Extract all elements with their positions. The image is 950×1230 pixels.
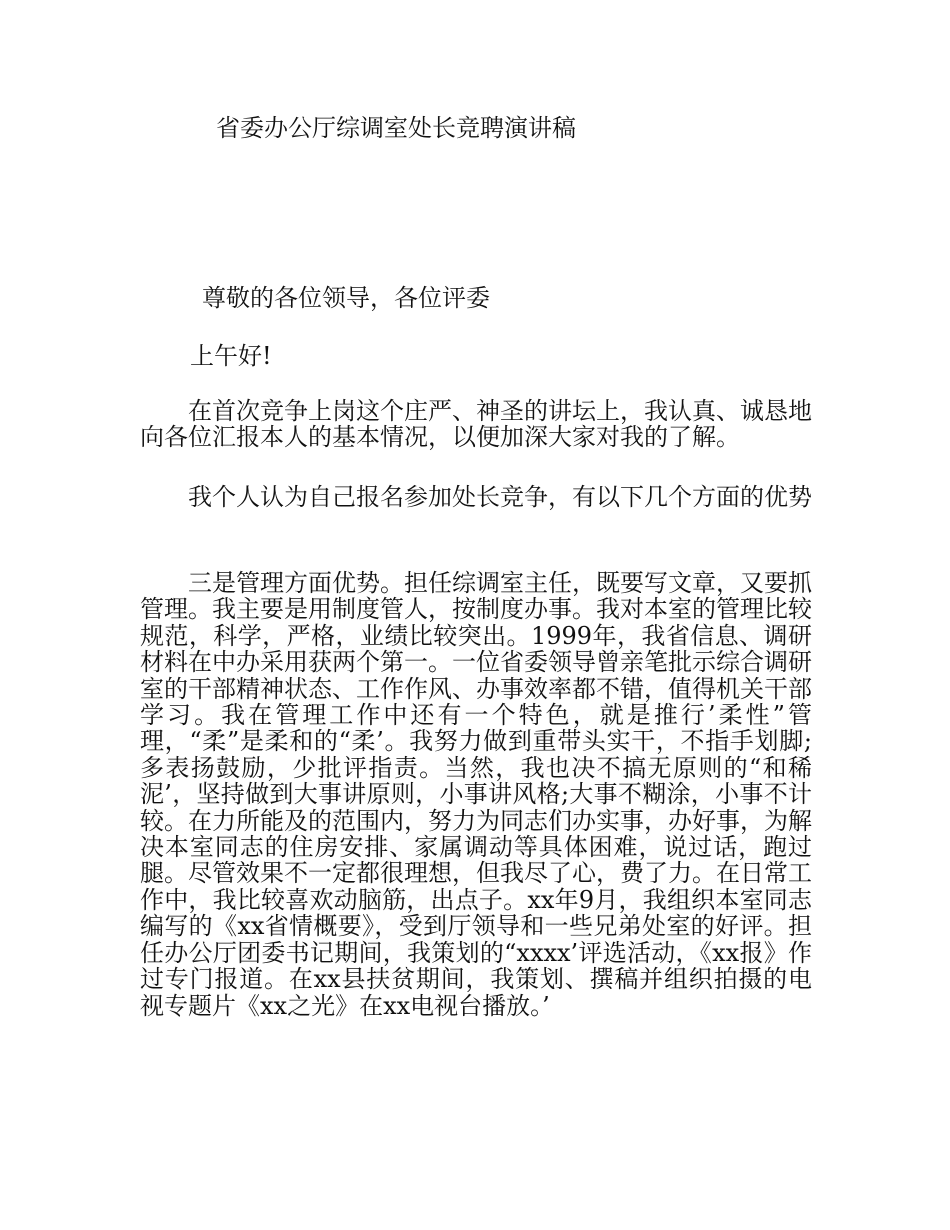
greeting-line: 上午好! xyxy=(190,342,272,370)
salutation-line: 尊敬的各位领导，各位评委 xyxy=(202,284,490,312)
paragraph-advantages: 我个人认为自己报名参加处长竞争，有以下几个方面的优势 xyxy=(188,483,812,511)
paragraph-introduction: 在首次竞争上岗这个庄严、神圣的讲坛上，我认真、诚恳地向各位汇报本人的基本情况，以便加深大家对我的了解。 xyxy=(140,397,812,452)
document-title: 省委办公厅综调室处长竞聘演讲稿 xyxy=(216,114,576,142)
paragraph-management-advantage: 三是管理方面优势。担任综调室主任，既要写文章，又要抓管理。我主要是用制度管人，按制度办事。我对本室的管理比较规范，科学，严格，业绩比较突出。1999年，我省信息、调研材料在中办采用获两个第一。一位省委领导曾亲笔批示综合调研室的干部精神状态、工作作风、办事效率都不错，值得机关干部学习。我在管理工作中还有一个特色，就是推行’柔性”管理，“柔”是柔和的“柔’。我努力做到重带头实干，不指手划脚;多表扬鼓励，少批评指责。当然，我也决不搞无原则的“和稀泥’，坚持做到大事讲原则，小事讲风格;大事不糊涂，小事不计较。在力所能及的范围内，努力为同志们办实事，办好事，为解决本室同志的住房安排、家属调动等具体困难，说过话，跑过腿。尽管效果不一定都很理想，但我尽了心，费了力。在日常工作中，我比较喜欢动脑筋，出点子。xx年9月，我组织本室同志编写的《xx省情概要》，受到厅领导和一些兄弟处室的好评。担任办公厅团委书记期间，我策划的“xxxx’评选活动，《xx报》作过专门报道。在xx县扶贫期间，我策划、撰稿并组织拍摄的电视专题片《xx之光》在xx电视台播放。’ xyxy=(140,569,812,1020)
